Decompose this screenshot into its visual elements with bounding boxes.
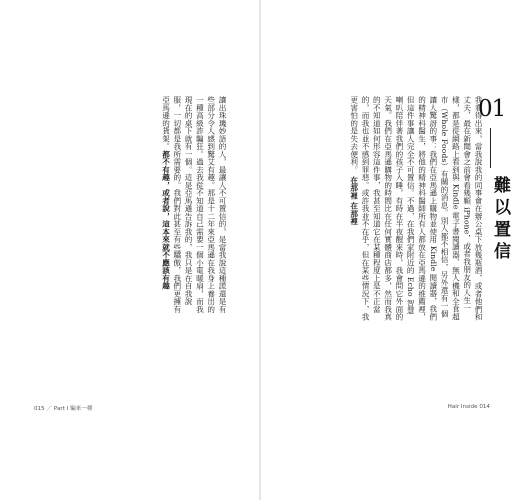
right-emphasis-2: 在那裡 [349, 201, 359, 226]
right-page-body [284, 96, 484, 321]
left-emphasis: 都不有趣，或者說，這本來就不應該有趣 [161, 150, 171, 290]
right-emphasis-1: 在那裡 [349, 176, 359, 200]
right-running-head: Hair Inside [447, 404, 478, 410]
left-footer: 015 ／ Part I 騙來一種 [34, 406, 93, 412]
right-footer [448, 404, 490, 410]
right-page [260, 0, 520, 500]
chapter-rule [490, 128, 491, 168]
left-body-text: 讓出珠璣妙語的人，最讓人不可置信的，是當我說這種謊還是有些部分令人感到驚艾有趣。那是十二年來亞馬遜在我身上養出的一種高級詐騙狂。過去我從不知道自己需要一個小電暖扇，而我現在的桌下就有一個。這是亞馬遜告訴我的，我只是在自我說服，一切都是我所需要的。我們對此甚至有些驕傲，我們更擁有亞馬遜的貨架。 [161, 96, 227, 313]
left-page-body [44, 96, 228, 318]
left-running-head: Part I 騙來一種 [53, 406, 93, 412]
chapter-title: 難以置信 [490, 176, 510, 264]
right-body-text: 我看得出來，當我說我的同事會在辦公桌下放幾瓶酒、或者他們和丈夫、最在新聞會之前會看幾顆 iPhone，或者我朋友的人生一樣，都是從網路上看到與 Kindle 電子書閱讀器、無人機和全食超市（Whole Foods）有關的消息。別人都不相信，另外還有一個讓人驚訝的事：我們在亞馬遜上購物並使用 Kindle 閱讀器，我們的精神科醫生，將他的精神科醫師所有人都放在亞馬遜的推薦裡，但這件事讓人完全不可置信。不過，在我們家附近的 Echo 智慧喇叭陪伴著我們的孩子入睡，有時在半夜醒來時，我會問它外面的天氣。我們在亞馬遜購物的時間比在任何實體商店都多，然而我真的不知道如何形容這件事，我甚至知道它在某種程度上是不正當的，而我也並不感到罪惡。或許我並不在乎，但在某些情況下，我更害怕的是失去便利。 [349, 96, 483, 321]
right-page-number: 014 [479, 404, 490, 410]
chapter-number: 01 [478, 96, 506, 122]
left-page-number: 015 [34, 406, 45, 412]
